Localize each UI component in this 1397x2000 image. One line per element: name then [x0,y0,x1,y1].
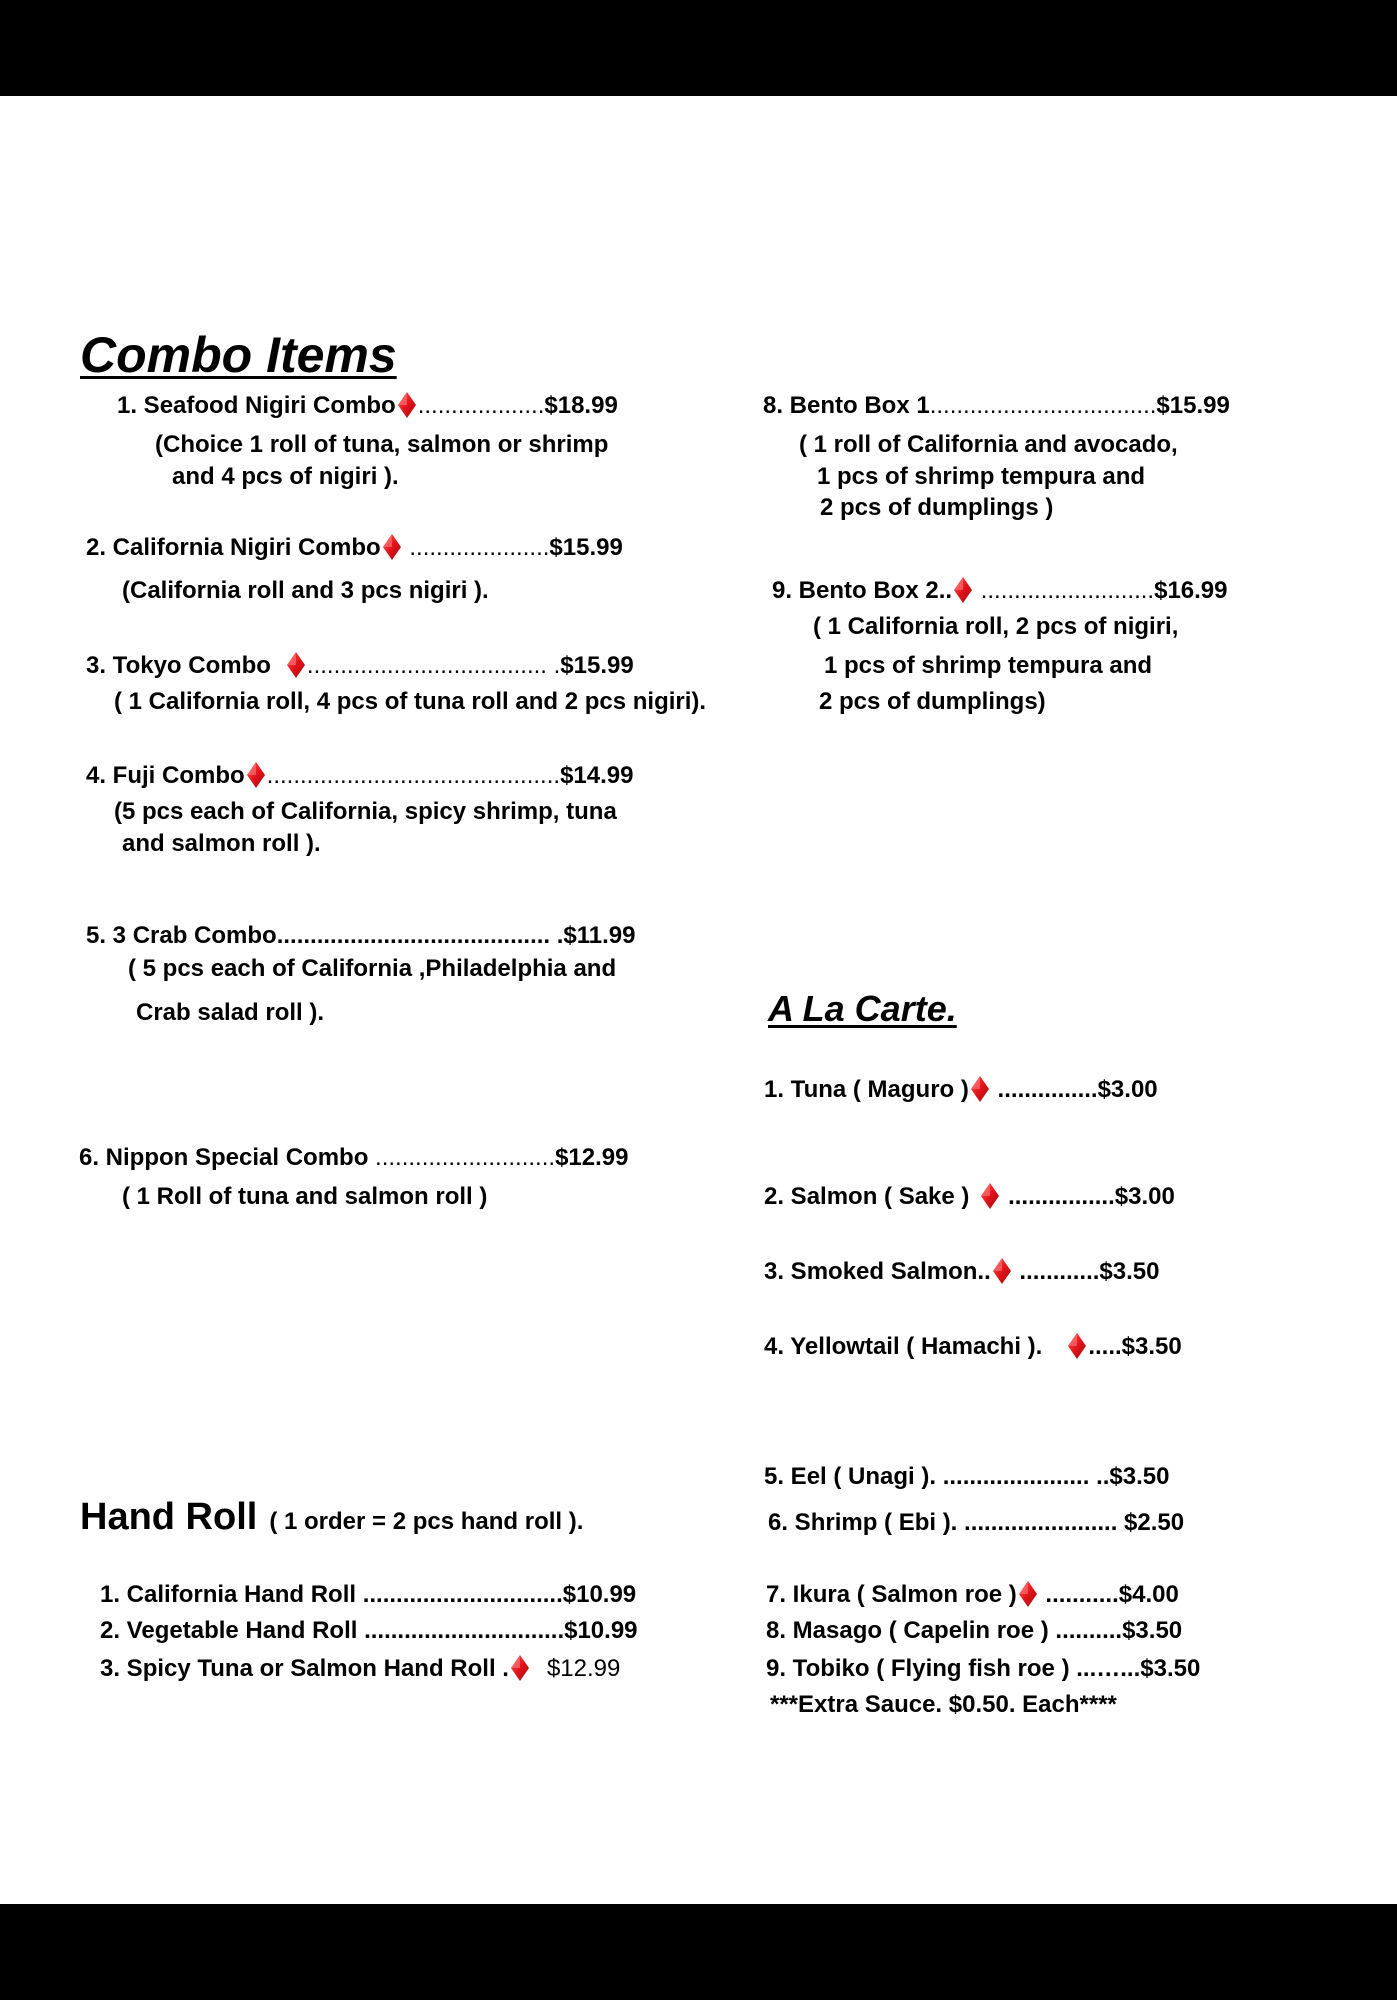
alacarte-item-3 [764,1257,1159,1287]
combo-item-3-price: $15.99 [560,652,634,679]
alacarte-item-3-name: 3. Smoked Salmon.. [764,1258,991,1285]
combo-item-6 [79,1143,628,1173]
alacarte-item-4-price: $3.50 [1121,1333,1182,1360]
leader-dots: ........................... [368,1144,556,1171]
hand-roll-item-1 [100,1580,636,1610]
alacarte-item-2 [764,1182,1175,1212]
combo-item-2-price: $15.99 [549,534,623,561]
combo-item-4-desc-2: and salmon roll ). [122,830,321,857]
combo-item-1-desc-2: and 4 pcs of nigiri ). [172,463,399,490]
diamond-icon [398,392,416,418]
leader-dots: .......................... [974,577,1155,604]
combo-item-6-price: $12.99 [555,1144,629,1171]
hand-roll-item-2-name: 2. Vegetable Hand Roll .............................. [100,1617,565,1644]
combo-item-8-desc-3: 2 pcs of dumplings ) [820,494,1054,521]
leader-dots: ............ [1012,1258,1100,1285]
combo-item-4 [86,761,633,791]
alacarte-item-7-price: $4.00 [1118,1581,1179,1608]
combo-item-9 [772,576,1228,606]
combo-item-5 [86,921,636,951]
diamond-icon [971,1076,989,1102]
menu-page [0,96,1397,1904]
alacarte-item-2-name: 2. Salmon ( Sake ) [764,1183,970,1210]
alacarte-item-9-name: 9. Tobiko ( Flying fish roe ) ...…... [766,1655,1141,1682]
combo-item-1-desc-1: (Choice 1 roll of tuna, salmon or shrimp [155,431,609,458]
leader-dots: .................................... . [306,652,561,679]
hand-roll-item-2-price: $10.99 [564,1617,638,1644]
alacarte-item-5 [764,1462,1169,1492]
combo-item-8 [763,391,1230,421]
combo-item-1-name: 1. Seafood Nigiri Combo [117,392,396,419]
alacarte-item-5-name: 5. Eel ( Unagi ). ...................... .. [764,1463,1110,1490]
alacarte-item-1-name: 1. Tuna ( Maguro ) [764,1076,969,1103]
leader-dots: ................ [1001,1183,1115,1210]
combo-item-8-desc-2: 1 pcs of shrimp tempura and [817,463,1146,490]
leader-dots: ............................................ [266,762,561,789]
combo-item-6-name: 6. Nippon Special Combo [79,1144,369,1171]
leader-dots: ..................... [402,534,550,561]
alacarte-item-7-name: 7. Ikura ( Salmon roe ) [766,1581,1017,1608]
combo-item-5-price: $11.99 [563,922,636,949]
combo-item-9-desc-3: 2 pcs of dumplings) [819,688,1046,715]
hand-roll-heading [80,1494,583,1548]
hand-roll-subtitle: ( 1 order = 2 pcs hand roll ). [269,1508,584,1535]
hand-roll-item-1-price: $10.99 [562,1581,637,1608]
alacarte-item-1-price: $3.00 [1097,1076,1158,1103]
combo-item-9-desc-1: ( 1 California roll, 2 pcs of nigiri, [813,613,1179,640]
combo-item-3 [86,651,634,681]
alacarte-heading: A La Carte. [768,988,957,1029]
combo-item-9-desc-2: 1 pcs of shrimp tempura and [824,652,1153,679]
diamond-icon [981,1183,999,1209]
combo-item-1 [117,391,618,421]
alacarte-item-6-name: 6. Shrimp ( Ebi ). ....................... [768,1509,1118,1536]
hand-roll-item-3-price: $12.99 [546,1655,621,1682]
diamond-icon [993,1258,1011,1284]
combo-item-8-name: 8. Bento Box 1 [763,392,930,419]
combo-item-4-price: $14.99 [560,762,634,789]
leader-dots: ................... [417,392,545,419]
combo-item-3-name: 3. Tokyo Combo [86,652,271,679]
hand-roll-item-3 [100,1654,620,1684]
alacarte-item-8-price: $3.50 [1122,1617,1183,1644]
alacarte-item-9-price: $3.50 [1140,1655,1201,1682]
combo-item-4-desc-1: (5 pcs each of California, spicy shrimp, tuna [114,798,617,825]
hand-roll-title: Hand Roll [80,1496,258,1538]
alacarte-item-7 [766,1580,1179,1610]
combo-item-2 [86,533,623,563]
leader-dots: ........... [1038,1581,1119,1608]
leader-dots: ............... [990,1076,1098,1103]
alacarte-item-8-name: 8. Masago ( Capelin roe ) .......... [766,1617,1123,1644]
alacarte-item-5-price: $3.50 [1109,1463,1170,1490]
combo-item-3-desc-1: ( 1 California roll, 4 pcs of tuna roll and 2 pcs nigiri). [114,688,707,715]
combo-item-8-desc-1: ( 1 roll of California and avocado, [799,431,1178,458]
alacarte-item-4-name: 4. Yellowtail ( Hamachi ). [764,1333,1043,1360]
combo-item-5-name: 5. 3 Crab Combo......................................... . [86,922,564,949]
alacarte-item-2-price: $3.00 [1114,1183,1175,1210]
combo-item-2-desc-1: (California roll and 3 pcs nigiri ). [122,577,489,604]
alacarte-item-6 [768,1508,1184,1538]
combo-items-heading: Combo Items [80,327,397,383]
combo-item-2-name: 2. California Nigiri Combo [86,534,381,561]
alacarte-item-8 [766,1616,1182,1646]
extra-sauce-note: ***Extra Sauce. $0.50. Each**** [770,1691,1117,1718]
combo-item-9-name: 9. Bento Box 2.. [772,577,953,604]
combo-item-4-name: 4. Fuji Combo [86,762,245,789]
alacarte-item-3-price: $3.50 [1099,1258,1160,1285]
combo-item-5-desc-2: Crab salad roll ). [136,999,325,1026]
combo-item-6-desc-1: ( 1 Roll of tuna and salmon roll ) [122,1183,488,1210]
alacarte-item-9 [766,1654,1200,1684]
combo-item-8-price: $15.99 [1156,392,1230,419]
alacarte-item-6-price: $2.50 [1117,1509,1185,1536]
hand-roll-item-3-name: 3. Spicy Tuna or Salmon Hand Roll . [100,1655,509,1682]
diamond-icon [383,534,401,560]
diamond-icon [511,1655,529,1681]
diamond-icon [1068,1333,1086,1359]
hand-roll-item-1-name: 1. California Hand Roll .............................. [100,1581,563,1608]
leader-dots: ..... [1088,1333,1122,1360]
leader-dots: .................................. [929,392,1157,419]
alacarte-item-1 [764,1075,1158,1105]
hand-roll-item-2 [100,1616,638,1646]
diamond-icon [1019,1581,1037,1607]
diamond-icon [287,652,305,678]
diamond-icon [954,577,972,603]
alacarte-item-4 [764,1332,1182,1362]
combo-item-9-price: $16.99 [1154,577,1228,604]
combo-item-5-desc-1: ( 5 pcs each of California ,Philadelphia and [128,955,617,982]
combo-item-1-price: $18.99 [544,392,618,419]
diamond-icon [247,762,265,788]
